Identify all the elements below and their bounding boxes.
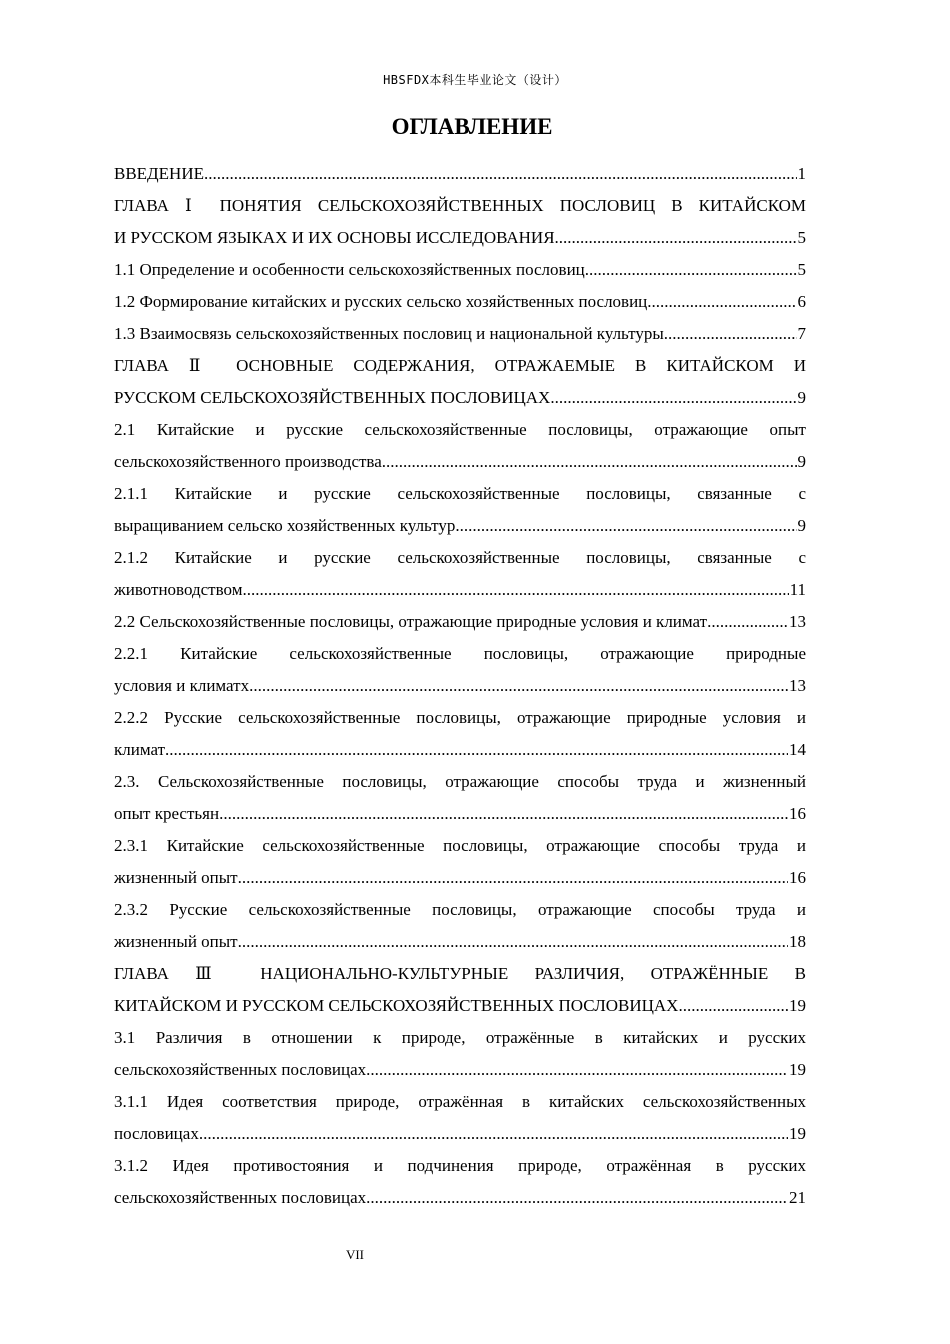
toc-entry-leader-line bbox=[114, 926, 806, 958]
dot-leader bbox=[238, 926, 788, 958]
toc-entry[interactable] bbox=[114, 542, 806, 606]
dot-leader bbox=[366, 1182, 788, 1214]
dot-leader bbox=[165, 734, 788, 766]
toc-entry-page-number: 11 bbox=[789, 580, 806, 599]
toc-entry-text: ВВЕДЕНИЕ bbox=[114, 164, 204, 183]
toc-entry[interactable] bbox=[114, 958, 806, 1022]
toc-entry-page-number: 9 bbox=[797, 516, 806, 535]
toc-entry-leader-line bbox=[114, 606, 806, 638]
dot-leader bbox=[550, 382, 796, 414]
toc-entry-text: жизненный опыт bbox=[114, 868, 238, 887]
dot-leader bbox=[199, 1118, 788, 1150]
toc-entry[interactable] bbox=[114, 350, 806, 414]
toc-entry-text: пословицах bbox=[114, 1124, 199, 1143]
toc-entry-page-number: 13 bbox=[789, 676, 806, 695]
toc-entry-page-number: 19 bbox=[789, 996, 806, 1015]
toc-entry-first-line: 2.2.1 Китайские сельскохозяйственные пословицы, отражающие природные bbox=[114, 644, 806, 663]
toc-entry-leader-line bbox=[114, 734, 806, 766]
toc-entry-text: выращиванием сельско хозяйственных культур bbox=[114, 516, 456, 535]
toc-entry[interactable] bbox=[114, 158, 806, 190]
dot-leader bbox=[647, 286, 796, 318]
page-header: HBSFDX本科生毕业论文（设计） bbox=[383, 73, 567, 87]
toc-entry[interactable] bbox=[114, 1086, 806, 1150]
toc-entry-first-line: ГЛАВА Ⅱ ОСНОВНЫЕ СОДЕРЖАНИЯ, ОТРАЖАЕМЫЕ В КИТАЙСКОМ И bbox=[114, 356, 806, 375]
toc-entry-text: условия и климатх bbox=[114, 676, 250, 695]
toc-entry-leader-line bbox=[114, 382, 806, 414]
toc-entry[interactable] bbox=[114, 894, 806, 958]
dot-leader bbox=[585, 254, 797, 286]
dot-leader bbox=[238, 862, 788, 894]
toc-entry-first-line: 2.3. Сельскохозяйственные пословицы, отражающие способы труда и жизненный bbox=[114, 772, 806, 791]
toc-entry-first-line: 2.1.2 Китайские и русские сельскохозяйственные пословицы, связанные с bbox=[114, 548, 806, 567]
toc-entry-first-line: 2.2.2 Русские сельскохозяйственные пословицы, отражающие природные условия и bbox=[114, 708, 806, 727]
toc-entry-page-number: 16 bbox=[789, 804, 806, 823]
toc-entry-leader-line bbox=[114, 510, 806, 542]
toc-entry-text: сельскохозяйственных пословицах bbox=[114, 1188, 367, 1207]
toc-entry-text: 1.2 Формирование китайских и русских сельско хозяйственных пословиц bbox=[114, 292, 648, 311]
toc-entry-leader-line bbox=[114, 1182, 806, 1214]
toc-entry-text: И РУССКОМ ЯЗЫКАХ И ИХ ОСНОВЫ ИССЛЕДОВАНИЯ bbox=[114, 228, 555, 247]
toc-entry-page-number: 6 bbox=[797, 292, 806, 311]
toc-entry-page-number: 5 bbox=[797, 228, 806, 247]
toc-entry-text: сельскохозяйственного производства bbox=[114, 452, 382, 471]
toc-entry[interactable] bbox=[114, 830, 806, 894]
toc-entry-text: климат bbox=[114, 740, 166, 759]
toc-entry-first-line: 2.1.1 Китайские и русские сельскохозяйственные пословицы, связанные с bbox=[114, 484, 806, 503]
toc-entry-leader-line bbox=[114, 1118, 806, 1150]
dot-leader bbox=[707, 606, 788, 638]
toc-entry-page-number: 5 bbox=[797, 260, 806, 279]
toc-entry-leader-line bbox=[114, 670, 806, 702]
toc-entry-text: сельскохозяйственных пословицах bbox=[114, 1060, 367, 1079]
toc-entry-first-line: 3.1.2 Идея противостояния и подчинения природе, отражённая в русских bbox=[114, 1156, 806, 1175]
dot-leader bbox=[366, 1054, 788, 1086]
table-of-contents bbox=[114, 158, 806, 1214]
toc-entry-text: КИТАЙСКОМ И РУССКОМ СЕЛЬСКОХОЗЯЙСТВЕННЫХ ПОСЛОВИЦАХ bbox=[114, 996, 679, 1015]
toc-entry-text: животноводством bbox=[114, 580, 243, 599]
dot-leader bbox=[664, 318, 797, 350]
toc-entry[interactable] bbox=[114, 254, 806, 286]
toc-entry-page-number: 19 bbox=[789, 1060, 806, 1079]
toc-entry[interactable] bbox=[114, 606, 806, 638]
toc-entry-leader-line bbox=[114, 574, 806, 606]
toc-entry[interactable] bbox=[114, 638, 806, 702]
toc-entry[interactable] bbox=[114, 1022, 806, 1086]
toc-entry[interactable] bbox=[114, 1150, 806, 1214]
toc-entry-page-number: 13 bbox=[789, 612, 806, 631]
toc-entry[interactable] bbox=[114, 766, 806, 830]
toc-entry-page-number: 9 bbox=[797, 452, 806, 471]
toc-entry-leader-line bbox=[114, 798, 806, 830]
toc-entry-page-number: 21 bbox=[789, 1188, 806, 1207]
toc-entry-page-number: 7 bbox=[797, 324, 806, 343]
dot-leader bbox=[678, 990, 788, 1022]
toc-entry-leader-line bbox=[114, 446, 806, 478]
dot-leader bbox=[382, 446, 797, 478]
toc-entry[interactable] bbox=[114, 702, 806, 766]
toc-entry-page-number: 1 bbox=[797, 164, 806, 183]
toc-entry-leader-line bbox=[114, 254, 806, 286]
toc-entry-page-number: 18 bbox=[789, 932, 806, 951]
toc-entry-first-line: 3.1.1 Идея соответствия природе, отражённая в китайских сельскохозяйственных bbox=[114, 1092, 806, 1111]
toc-entry-first-line: 2.3.1 Китайские сельскохозяйственные пословицы, отражающие способы труда и bbox=[114, 836, 806, 855]
dot-leader bbox=[555, 222, 797, 254]
toc-entry-text: 1.1 Определение и особенности сельскохозяйственных пословиц bbox=[114, 260, 585, 279]
toc-entry-leader-line bbox=[114, 1054, 806, 1086]
toc-title: ОГЛАВЛЕНИЕ bbox=[391, 114, 553, 139]
toc-entry-page-number: 14 bbox=[789, 740, 806, 759]
toc-entry[interactable] bbox=[114, 190, 806, 254]
page-number-footer: VII bbox=[345, 1247, 365, 1262]
toc-entry-first-line: ГЛАВА Ⅲ НАЦИОНАЛЬНО-КУЛЬТУРНЫЕ РАЗЛИЧИЯ, ОТРАЖЁННЫЕ В bbox=[114, 964, 806, 983]
toc-entry-leader-line bbox=[114, 286, 806, 318]
toc-entry-page-number: 19 bbox=[789, 1124, 806, 1143]
toc-entry-text: 2.2 Сельскохозяйственные пословицы, отражающие природные условия и климат bbox=[114, 612, 708, 631]
toc-entry-page-number: 9 bbox=[797, 388, 806, 407]
toc-entry[interactable] bbox=[114, 478, 806, 542]
dot-leader bbox=[249, 670, 788, 702]
toc-entry-leader-line bbox=[114, 990, 806, 1022]
toc-entry[interactable] bbox=[114, 318, 806, 350]
dot-leader bbox=[204, 158, 797, 190]
toc-entry-leader-line bbox=[114, 862, 806, 894]
toc-entry-first-line: 3.1 Различия в отношении к природе, отражённые в китайских и русских bbox=[114, 1028, 806, 1047]
toc-entry[interactable] bbox=[114, 286, 806, 318]
toc-entry-first-line: ГЛАВА Ⅰ ПОНЯТИЯ СЕЛЬСКОХОЗЯЙСТВЕННЫХ ПОСЛОВИЦ В КИТАЙСКОМ bbox=[114, 196, 806, 215]
toc-entry[interactable] bbox=[114, 414, 806, 478]
toc-entry-leader-line bbox=[114, 318, 806, 350]
dot-leader bbox=[242, 574, 788, 606]
toc-entry-first-line: 2.1 Китайские и русские сельскохозяйственные пословицы, отражающие опыт bbox=[114, 420, 806, 439]
toc-entry-first-line: 2.3.2 Русские сельскохозяйственные пословицы, отражающие способы труда и bbox=[114, 900, 806, 919]
toc-entry-leader-line bbox=[114, 222, 806, 254]
toc-entry-text: РУССКОМ СЕЛЬСКОХОЗЯЙСТВЕННЫХ ПОСЛОВИЦАХ bbox=[114, 388, 551, 407]
toc-entry-text: жизненный опыт bbox=[114, 932, 238, 951]
toc-entry-text: опыт крестьян bbox=[114, 804, 220, 823]
dot-leader bbox=[219, 798, 788, 830]
toc-entry-text: 1.3 Взаимосвязь сельскохозяйственных пословиц и национальной культуры bbox=[114, 324, 664, 343]
dot-leader bbox=[455, 510, 796, 542]
toc-entry-leader-line bbox=[114, 158, 806, 190]
toc-entry-page-number: 16 bbox=[789, 868, 806, 887]
